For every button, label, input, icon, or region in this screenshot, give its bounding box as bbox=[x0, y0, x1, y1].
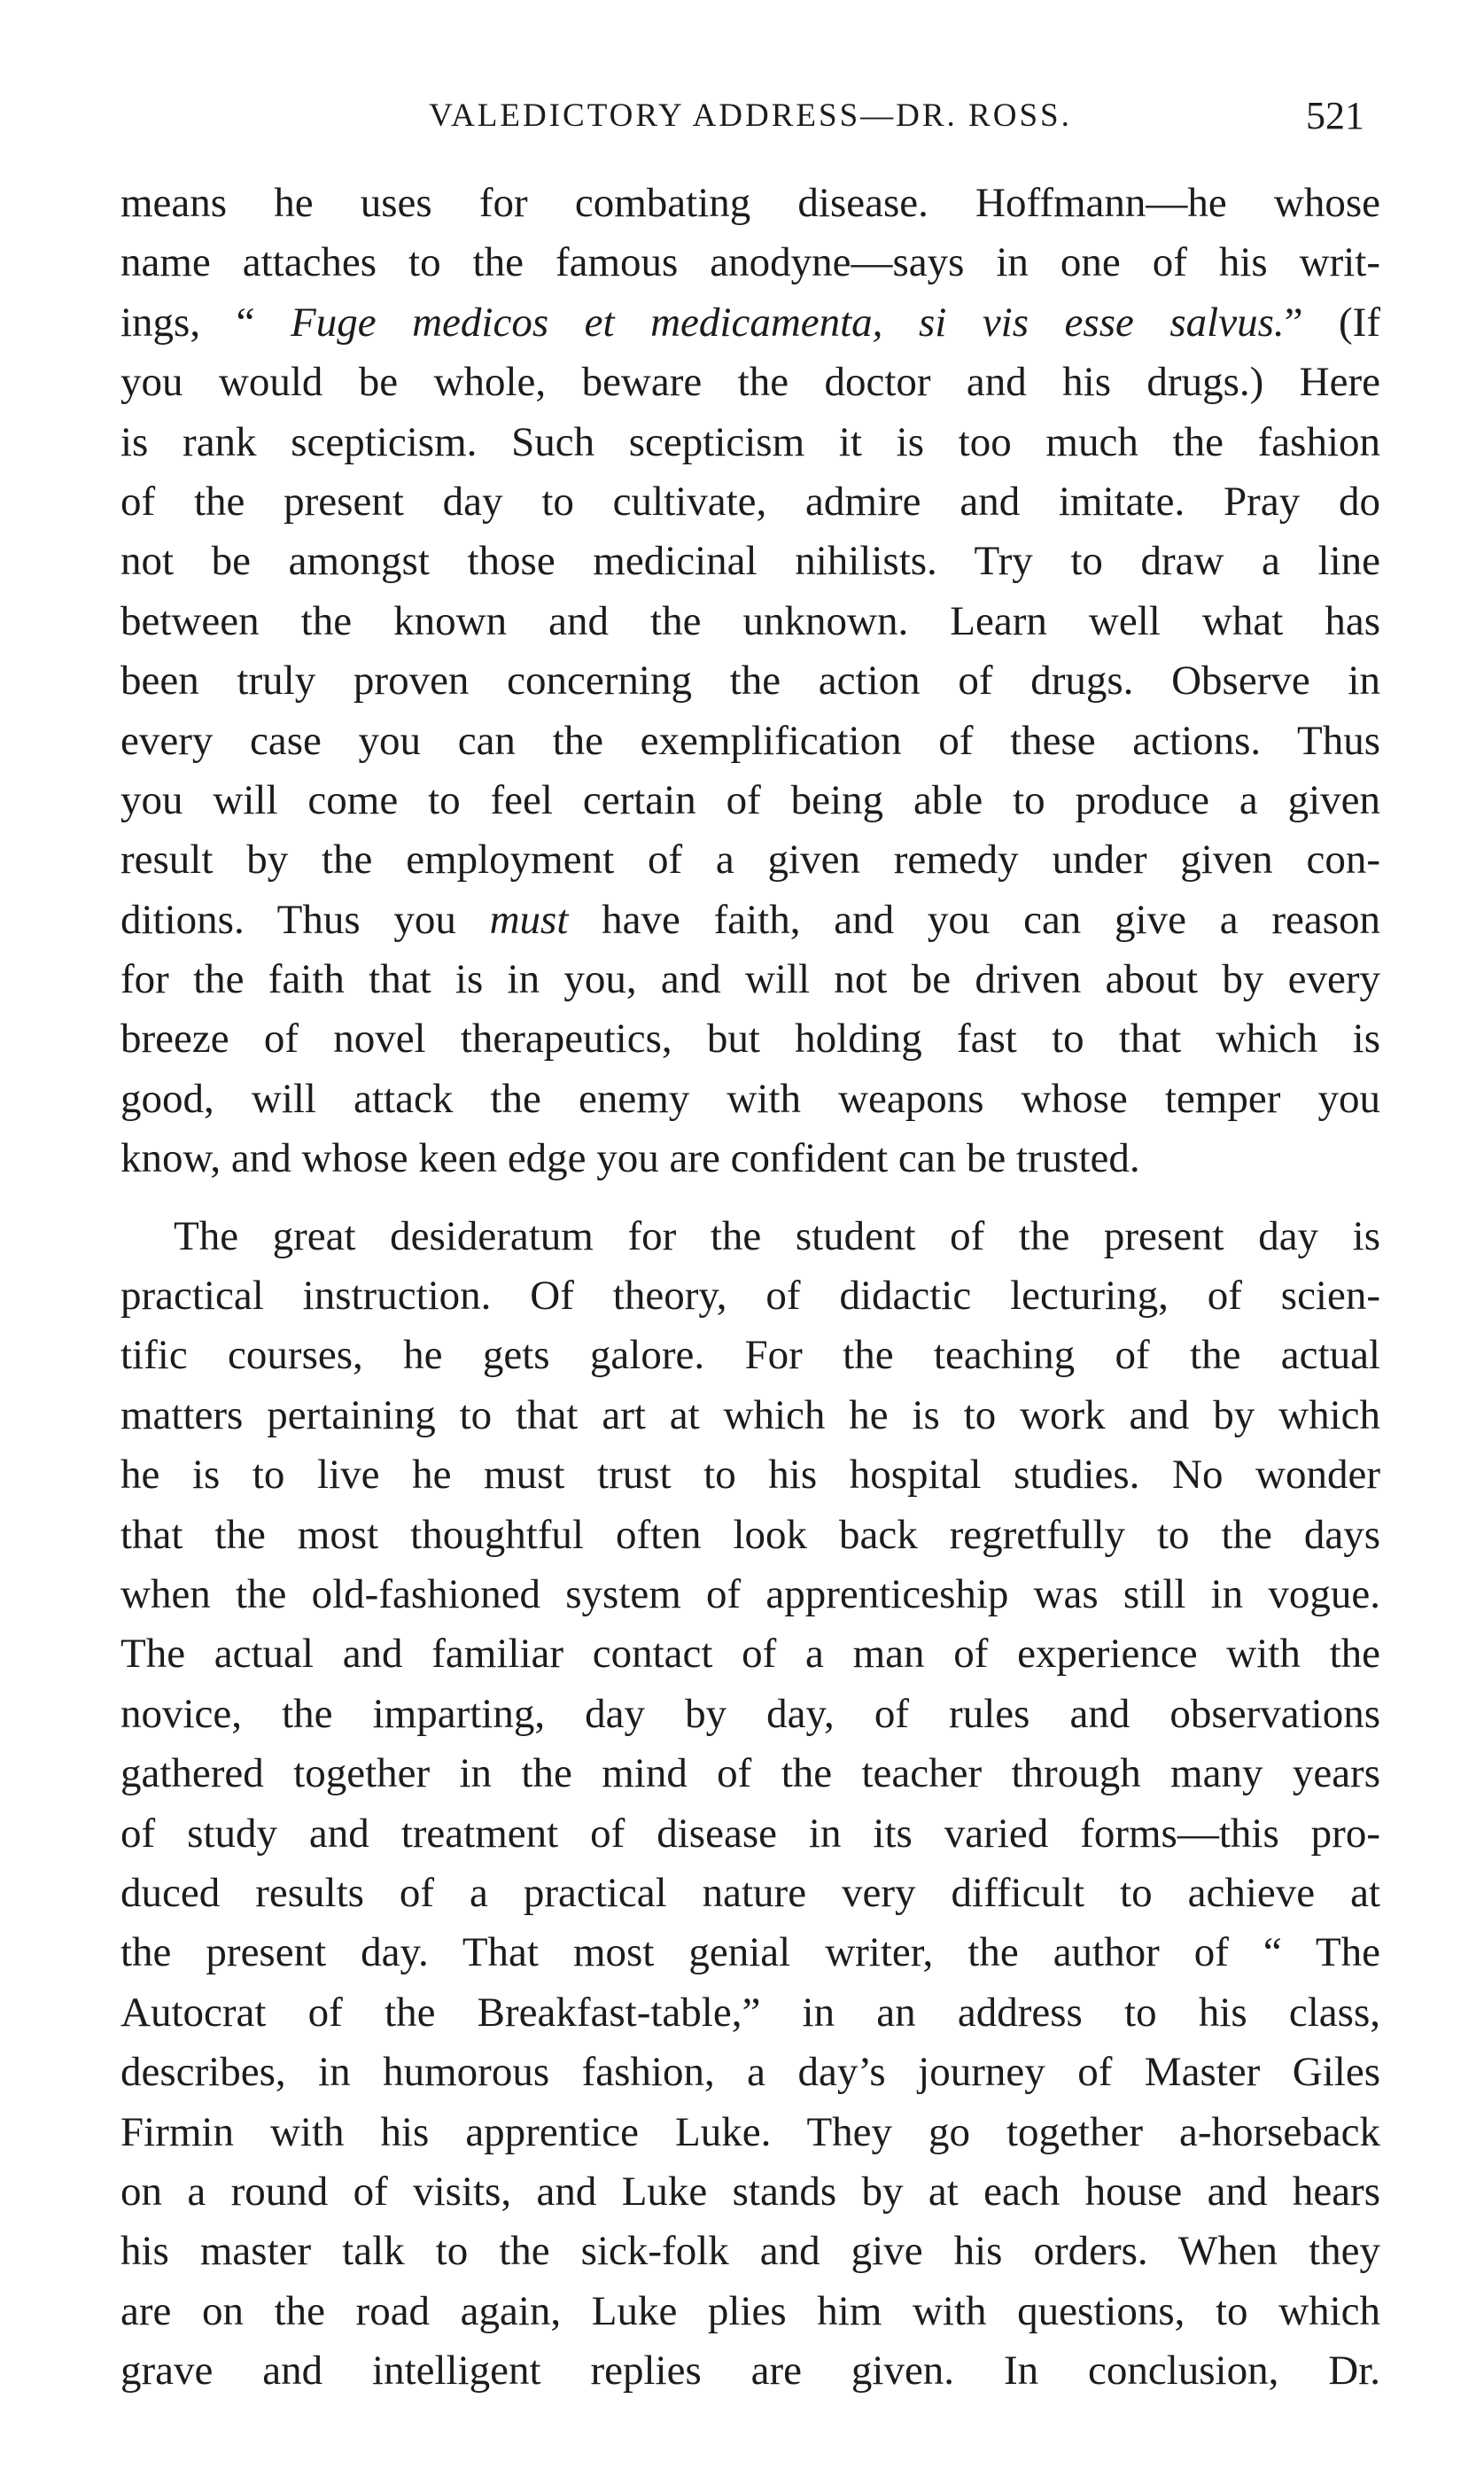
text-line: means he uses for combating disease. Hoffmann—he whose bbox=[120, 180, 1380, 226]
page-number: 521 bbox=[1306, 94, 1364, 137]
text-line: when the old-fashioned system of apprenticeship was still in vogue. bbox=[120, 1570, 1380, 1617]
text-line: you will come to feel certain of being able to produce a given bbox=[120, 776, 1380, 823]
running-title: VALEDICTORY ADDRESS—DR. ROSS. bbox=[429, 97, 1072, 134]
text-line: grave and intelligent replies are given. In conclusion, Dr. bbox=[120, 2348, 1380, 2395]
text-line: gathered together in the mind of the teacher through many years bbox=[120, 1750, 1380, 1797]
text-line: result by the employment of a given remedy under given con- bbox=[120, 837, 1380, 884]
text-line: every case you can the exemplification of these actions. Thus bbox=[120, 717, 1380, 764]
text-line: are on the road again, Luke plies him with questions, to which bbox=[120, 2287, 1380, 2334]
text-line: is rank scepticism. Such scepticism it is too much the fashion bbox=[120, 418, 1380, 465]
text-line: for the faith that is in you, and will not be driven about by every bbox=[120, 956, 1380, 1003]
page-header bbox=[120, 85, 1380, 147]
text-line: duced results of a practical nature very difficult to achieve at bbox=[120, 1869, 1380, 1916]
text-line: describes, in humorous fashion, a day’s journey of Master Giles bbox=[120, 2049, 1380, 2096]
text-line: The great desideratum for the student of the present day is bbox=[174, 1212, 1380, 1259]
text-line: know, and whose keen edge you are confident can be trusted. bbox=[120, 1135, 1140, 1182]
text-line: of the present day to cultivate, admire and imitate. Pray do bbox=[120, 478, 1380, 525]
text-line: he is to live he must trust to his hospital studies. No wonder bbox=[120, 1452, 1380, 1499]
text-line: name attaches to the famous anodyne—says in one of his writ- bbox=[120, 239, 1380, 286]
text-line: his master talk to the sick-folk and give his orders. When they bbox=[120, 2228, 1380, 2275]
italic-text: must bbox=[489, 896, 569, 943]
text-line: of study and treatment of disease in its varied forms—this pro- bbox=[120, 1810, 1380, 1857]
text-line: been truly proven concerning the action of drugs. Observe in bbox=[120, 658, 1380, 705]
text-line-latin-quote-content: ings, “ Fuge medicos et medicamenta, si vis esse salvus.” (If bbox=[120, 299, 1380, 346]
text-line: breeze of novel therapeutics, but holding fast to that which is bbox=[120, 1016, 1380, 1063]
text-line: the present day. That most genial writer, the author of “ The bbox=[120, 1929, 1380, 1976]
body-text bbox=[120, 174, 1380, 2401]
text-line: Firmin with his apprentice Luke. They go together a-horseback bbox=[120, 2108, 1380, 2155]
text-line: between the known and the unknown. Learn well what has bbox=[120, 597, 1380, 644]
text-line: ditions. Thus you must have faith, and you can give a reason bbox=[120, 896, 1380, 943]
text-line: novice, the imparting, day by day, of rules and observations bbox=[120, 1690, 1380, 1737]
text-line: Autocrat of the Breakfast-table,” in an address to his class, bbox=[120, 1989, 1380, 2036]
text-line: tific courses, he gets galore. For the teaching of the actual bbox=[120, 1332, 1380, 1379]
text-line: you would be whole, beware the doctor and his drugs.) Here bbox=[120, 359, 1380, 406]
text-line: matters pertaining to that art at which he is to work and by which bbox=[120, 1391, 1380, 1438]
text-line: practical instruction. Of theory, of didactic lecturing, of scien- bbox=[120, 1273, 1380, 1320]
paragraph-gap bbox=[120, 1189, 1380, 1207]
text-line: The actual and familiar contact of a man of experience with the bbox=[120, 1631, 1380, 1678]
text-line: on a round of visits, and Luke stands by at each house and hears bbox=[120, 2168, 1380, 2215]
paragraph-2 bbox=[120, 1207, 1380, 2402]
text-line-latin-quote bbox=[120, 293, 1380, 353]
text-line: not be amongst those medicinal nihilists. Try to draw a line bbox=[120, 538, 1380, 585]
text-line: good, will attack the enemy with weapons whose temper you bbox=[120, 1075, 1380, 1122]
text-line: that the most thoughtful often look back regretfully to the days bbox=[120, 1511, 1380, 1558]
paragraph-1 bbox=[120, 174, 1380, 1189]
italic-text: Fuge medicos et medicamenta, si vis esse salvus. bbox=[291, 299, 1285, 346]
